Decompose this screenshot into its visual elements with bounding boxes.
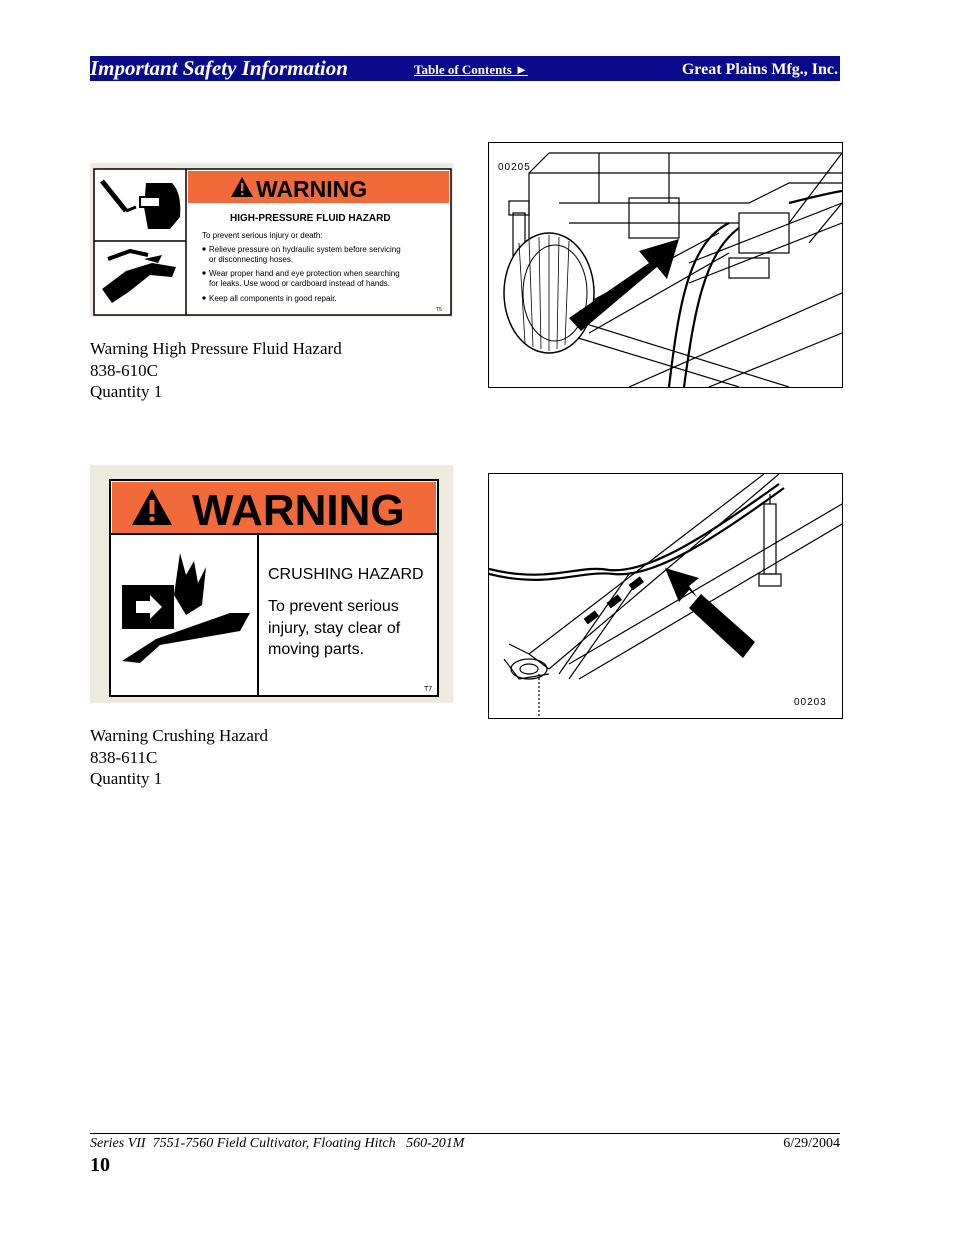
page-number: 10	[90, 1154, 110, 1176]
decal1-quantity: Quantity 1	[90, 382, 163, 401]
decal1-location-photo	[488, 142, 843, 388]
decal1-name: Warning High Pressure Fluid Hazard	[90, 339, 342, 358]
decal2-part-number: 838-611C	[90, 747, 158, 767]
footer-date: 6/29/2004	[783, 1136, 840, 1151]
high-pressure-decal-graphic	[90, 163, 453, 317]
header-bar	[90, 56, 840, 81]
decal2-body-line: To prevent serious	[268, 598, 399, 615]
decal1-bullet-line: Keep all components in good repair.	[209, 294, 337, 303]
decal2-location-photo	[488, 473, 843, 719]
decal1-bullet-line: or disconnecting hoses.	[209, 255, 294, 264]
decal1-part-number: 838-610C	[90, 360, 158, 380]
footer-series-title: Series VII 7551-7560 Field Cultivator, Floating Hitch 560-201M	[90, 1136, 465, 1151]
decal1-caption	[90, 338, 342, 403]
decal1-bullet-line: Relieve pressure on hydraulic system before servicing	[209, 245, 401, 254]
decal2-body-line: injury, stay clear of	[268, 620, 401, 637]
decal2-body-line: moving parts.	[268, 641, 365, 658]
warning-decal-high-pressure	[90, 163, 453, 317]
decal2-quantity: Quantity 1	[90, 769, 163, 788]
decal1-intro: To prevent serious injury or death:	[202, 231, 323, 240]
decal1-heading: HIGH-PRESSURE FLUID HAZARD	[230, 213, 391, 224]
decal1-code: T5	[436, 307, 442, 313]
decal2-caption	[90, 725, 268, 790]
hitch-illustration	[489, 474, 842, 718]
decal1-bullet-line: Wear proper hand and eye protection when searching	[209, 269, 400, 278]
page-section-title: Important Safety Information	[90, 56, 348, 80]
decal1-bullet-line: for leaks. Use wood or cardboard instead of hands.	[209, 279, 390, 288]
decal2-heading: CRUSHING HAZARD	[268, 566, 424, 583]
company-name: Great Plains Mfg., Inc.	[681, 61, 838, 78]
decal2-code: T7	[424, 686, 433, 693]
tire-illustration	[504, 233, 594, 353]
frame-illustration	[489, 143, 842, 387]
decal1-banner-text: WARNING	[256, 176, 368, 202]
crushing-decal-graphic	[90, 465, 453, 703]
warning-decal-crushing	[90, 465, 453, 703]
decal2-banner-text: WARNING	[192, 486, 405, 535]
photo1-code: 00205	[498, 162, 531, 173]
table-of-contents-link[interactable]: Table of Contents ►	[414, 62, 528, 77]
footer-divider	[90, 1133, 840, 1134]
photo2-code: 00203	[794, 697, 827, 708]
decal2-name: Warning Crushing Hazard	[90, 726, 269, 745]
